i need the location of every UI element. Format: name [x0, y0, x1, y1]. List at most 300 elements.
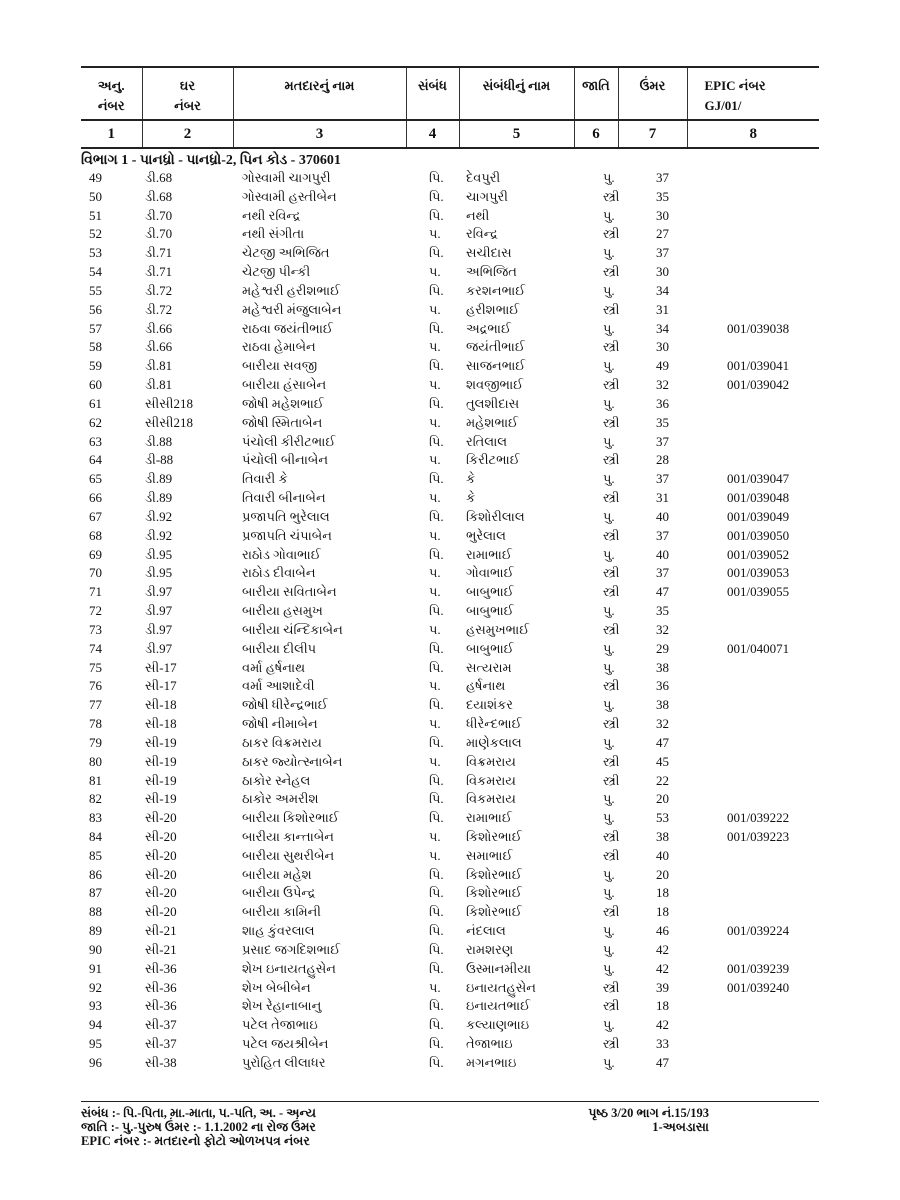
voter-name: શેખ ઇનાયતહુસેન: [242, 960, 336, 976]
relative-name: નથી: [466, 207, 490, 223]
serial-no: 94: [89, 1017, 102, 1033]
epic-no: 001/039052: [727, 546, 790, 562]
sex: સ્ત્રી: [603, 979, 620, 995]
house-no: ડી.89: [145, 490, 173, 506]
voter-name: તિવારી કે: [242, 471, 288, 487]
header-house-line1: ઘર: [179, 78, 196, 93]
relation: પિ.: [429, 734, 444, 750]
house-no: ડી.97: [145, 640, 173, 656]
age: 32: [656, 377, 669, 393]
house-no: ડી.89: [145, 471, 173, 487]
table-row: [81, 659, 819, 678]
voter-name: બારીયા દીલીપ: [242, 640, 317, 656]
table-row: [81, 677, 819, 696]
table-row: [81, 489, 819, 508]
serial-no: 81: [89, 772, 102, 788]
sex: સ્ત્રી: [603, 301, 620, 317]
relation: પિ.: [429, 791, 444, 807]
serial-no: 75: [89, 659, 102, 675]
serial-no: 65: [89, 471, 102, 487]
sex: સ્ત્રી: [603, 264, 620, 280]
house-no: ડી.97: [145, 603, 173, 619]
voter-rows: [81, 169, 819, 1073]
age: 31: [656, 301, 669, 317]
age: 53: [656, 810, 669, 826]
age: 36: [656, 395, 669, 411]
table-row: [81, 1054, 819, 1073]
house-no: સી-17: [145, 678, 177, 694]
serial-no: 54: [89, 264, 102, 280]
table-row: [81, 979, 819, 998]
relative-name: જયંતીભાઈ: [466, 339, 525, 355]
relation: પિ.: [429, 245, 444, 261]
column-number: 6: [574, 120, 618, 148]
sex: પુ.: [603, 245, 615, 261]
age: 35: [656, 414, 669, 430]
table-row: [81, 772, 819, 791]
relative-name: વિકમરાય: [466, 772, 516, 788]
relation: પિ.: [429, 904, 444, 920]
relative-name: માણેકલાલ: [466, 734, 522, 750]
voter-name: ઠાકર વિક્રમરાય: [242, 734, 322, 750]
voter-name: બારીયા હંસાબેન: [242, 377, 327, 393]
serial-no: 91: [89, 960, 102, 976]
header-voter-name: [233, 67, 406, 120]
serial-no: 89: [89, 923, 102, 939]
table-row: [81, 282, 819, 301]
age: 37: [656, 527, 669, 543]
relative-name: હસમુખભાઈ: [466, 621, 530, 637]
header-house-line2: નંબર: [174, 98, 201, 113]
house-no: ડી.88: [145, 433, 173, 449]
age: 28: [656, 452, 669, 468]
house-no: ડી.68: [145, 170, 173, 185]
header-epic-line2: GJ/01/: [704, 98, 742, 113]
header-relative-name: [459, 67, 574, 120]
age: 20: [656, 866, 669, 882]
sex: સ્ત્રી: [603, 377, 620, 393]
house-no: ડી.66: [145, 339, 173, 355]
voter-name: તિવારી બીનાબેન: [242, 490, 326, 506]
table-row: [81, 546, 819, 565]
voter-name: જોષી સ્મિતાબેન: [242, 414, 323, 430]
relation: પિ.: [429, 923, 444, 939]
sex: પુ.: [603, 282, 615, 298]
voter-name: વર્મા આશાદેવી: [242, 678, 315, 694]
relative-name: અભિજિત: [466, 264, 517, 280]
relative-name: ધીરેન્દભાઈ: [466, 716, 522, 732]
voter-name: પ્રસાદ જગદિશભાઈ: [242, 941, 341, 957]
relation: પિ.: [429, 998, 444, 1014]
header-serial-line2: નંબર: [97, 98, 125, 113]
epic-no: 001/039041: [727, 358, 790, 374]
table-row: [81, 301, 819, 320]
house-no: સી-20: [145, 847, 177, 863]
sex: પુ.: [603, 941, 615, 957]
house-no: ડી.95: [145, 546, 173, 562]
relation: પિ.: [429, 866, 444, 882]
epic-no: 001/039048: [727, 490, 790, 506]
house-no: ડી.70: [145, 226, 173, 242]
voter-name: મહેશ્વરી હરીશભાઈ: [242, 282, 341, 298]
table-row: [81, 997, 819, 1016]
voter-name: શેખ બેબીબેન: [242, 979, 311, 995]
voter-name: બારીયા સુથરીબેન: [242, 847, 335, 863]
relation: પિ.: [429, 1054, 444, 1070]
age: 38: [656, 828, 669, 844]
table-row: [81, 583, 819, 602]
age: 18: [656, 885, 669, 901]
serial-no: 63: [89, 433, 102, 449]
sex: પુ.: [603, 810, 615, 826]
table-row: [81, 602, 819, 621]
relative-name: સમાભાઈ: [466, 847, 513, 863]
serial-no: 62: [89, 414, 102, 430]
column-number: 2: [142, 120, 233, 148]
relative-name: રામશરણ: [466, 941, 514, 957]
serial-no: 84: [89, 828, 102, 844]
sex: સ્ત્રી: [603, 847, 620, 863]
relation: પિ.: [429, 358, 444, 374]
voter-name: વર્મા હર્ષનાથ: [242, 659, 306, 675]
sex: સ્ત્રી: [603, 527, 620, 543]
age: 30: [656, 339, 669, 355]
serial-no: 93: [89, 998, 102, 1014]
table-row: [81, 451, 819, 470]
age: 22: [656, 772, 669, 788]
serial-no: 49: [89, 170, 102, 185]
relative-name: અદ્રભાઈ: [466, 320, 512, 336]
house-no: સી-37: [145, 1017, 177, 1033]
page-info: પૃષ્ઠ 3/20 ભાગ નં.15/193: [588, 1106, 709, 1120]
relative-name: હર્ષનાથ: [466, 678, 506, 694]
voter-name: ઠાકોર અમરીશ: [242, 791, 319, 807]
relation: પિ.: [429, 207, 444, 223]
table-row: [81, 715, 819, 734]
house-no: સી-21: [145, 941, 177, 957]
voter-name: બારીયા કિશોરભાઈ: [242, 810, 339, 826]
voter-name: જોષી મહેશભાઈ: [242, 395, 324, 411]
age: 37: [656, 471, 669, 487]
column-number: 5: [459, 120, 574, 148]
relative-name: મગનભાઇ: [466, 1054, 517, 1070]
serial-no: 52: [89, 226, 102, 242]
sex: પુ.: [603, 471, 615, 487]
relative-name: ઇનાયતભાઈ: [466, 998, 531, 1014]
voter-list-page: [81, 66, 819, 1073]
relation: પ.: [429, 753, 441, 769]
relation: પ.: [429, 678, 441, 694]
sex: સ્ત્રી: [603, 753, 620, 769]
relative-name: કિશોરભાઈ: [466, 828, 522, 844]
relation: પ.: [429, 584, 441, 600]
age: 37: [656, 245, 669, 261]
serial-no: 79: [89, 734, 102, 750]
legend-epic: EPIC નંબર :- મતદારનો ફોટો ઓળખપત્ર નંબર: [81, 1134, 310, 1148]
relation: પ.: [429, 621, 441, 637]
table-row: [81, 433, 819, 452]
house-no: સી-19: [145, 753, 177, 769]
table-row: [81, 847, 819, 866]
relative-name: ચાગપુરી: [466, 188, 508, 204]
header-relative-name-label: સંબંધીનું નામ: [482, 78, 551, 93]
relation: પ.: [429, 565, 441, 581]
page-footer: [81, 1101, 819, 1148]
epic-no: 001/039222: [727, 810, 790, 826]
relative-name: દયાશંકર: [466, 697, 514, 713]
footer-line-1: [81, 1106, 819, 1120]
relation: પિ.: [429, 659, 444, 675]
house-no: સી-37: [145, 1036, 177, 1052]
age: 29: [656, 640, 669, 656]
voter-name: બારીયા હસમુખ: [242, 603, 323, 619]
house-no: સી-18: [145, 697, 177, 713]
header-house-no: [142, 67, 233, 120]
relation: પિ.: [429, 941, 444, 957]
epic-no: 001/040071: [727, 640, 790, 656]
table-row: [81, 640, 819, 659]
relative-name: કે: [466, 471, 476, 487]
voter-name: રાઠવા જયંતીભાઈ: [242, 320, 333, 336]
serial-no: 56: [89, 301, 102, 317]
serial-no: 67: [89, 508, 102, 524]
sex: સ્ત્રી: [603, 772, 620, 788]
serial-no: 90: [89, 941, 102, 957]
footer-line-3: [81, 1134, 819, 1148]
serial-no: 78: [89, 716, 102, 732]
house-no: ડી.72: [145, 301, 173, 317]
house-no: ડી.92: [145, 527, 173, 543]
age: 35: [656, 188, 669, 204]
table-row: [81, 903, 819, 922]
epic-no: 001/039055: [727, 584, 790, 600]
sex: સ્ત્રી: [603, 339, 620, 355]
house-no: ડી.97: [145, 621, 173, 637]
header-titles-row: [81, 67, 819, 120]
relative-name: વિક્રમરાય: [466, 753, 516, 769]
house-no: સી-19: [145, 772, 177, 788]
relative-name: કિશોરીલાલ: [466, 508, 525, 524]
epic-no: 001/039049: [727, 508, 790, 524]
age: 47: [656, 734, 669, 750]
sex: પુ.: [603, 170, 615, 185]
header-numbers-row: [81, 120, 819, 148]
table-row: [81, 225, 819, 244]
relation: પ.: [429, 264, 441, 280]
voter-name: મહેશ્વરી મંજુલાબેન: [242, 301, 342, 317]
age: 42: [656, 941, 669, 957]
age: 20: [656, 791, 669, 807]
serial-no: 71: [89, 584, 102, 600]
sex: સ્ત્રી: [603, 414, 620, 430]
sex: સ્ત્રી: [603, 904, 620, 920]
sex: પુ.: [603, 358, 615, 374]
age: 49: [656, 358, 669, 374]
age: 38: [656, 697, 669, 713]
serial-no: 72: [89, 603, 102, 619]
sex: પુ.: [603, 546, 615, 562]
relative-name: તુલશીદાસ: [466, 395, 520, 411]
voter-name: ચેટજી અભિજિત: [242, 245, 330, 261]
serial-no: 60: [89, 377, 102, 393]
house-no: ડી.70: [145, 207, 173, 223]
relation: પિ.: [429, 1017, 444, 1033]
house-no: સીસી218: [145, 414, 193, 430]
relation: પિ.: [429, 885, 444, 901]
age: 42: [656, 960, 669, 976]
house-no: સી-38: [145, 1054, 177, 1070]
relation: પિ.: [429, 640, 444, 656]
house-no: ડી.66: [145, 320, 173, 336]
house-no: ડી.68: [145, 188, 173, 204]
house-no: સી-20: [145, 904, 177, 920]
house-no: સી-20: [145, 810, 177, 826]
sex: પુ.: [603, 1017, 615, 1033]
serial-no: 95: [89, 1036, 102, 1052]
voter-name: પટેલ તેજાભાઇ: [242, 1017, 318, 1033]
epic-no: 001/039240: [727, 979, 790, 995]
serial-no: 55: [89, 282, 102, 298]
voter-name: બારીયા ચંન્દિકાબેન: [242, 621, 343, 637]
age: 37: [656, 565, 669, 581]
header-epic-no: [687, 67, 819, 120]
sex: સ્ત્રી: [603, 226, 620, 242]
age: 34: [656, 320, 669, 336]
table-row: [81, 470, 819, 489]
relation: પિ.: [429, 603, 444, 619]
house-no: ડી.71: [145, 264, 173, 280]
voter-name: રાઠોડ ગોવાભાઈ: [242, 546, 321, 562]
table-row: [81, 1035, 819, 1054]
voter-name: બારીયા સવિતાબેન: [242, 584, 337, 600]
relative-name: કે: [466, 490, 476, 506]
house-no: સી-19: [145, 791, 177, 807]
table-row: [81, 696, 819, 715]
serial-no: 83: [89, 810, 102, 826]
table-row: [81, 941, 819, 960]
house-no: ડી.81: [145, 358, 173, 374]
voter-name: બારીયા કાન્તાબેન: [242, 828, 334, 844]
sex: પુ.: [603, 659, 615, 675]
relative-name: કલ્યાણભાઇ: [466, 1017, 530, 1033]
relative-name: ઉસ્માનમીયા: [466, 960, 532, 976]
serial-no: 87: [89, 885, 102, 901]
table-row: [81, 884, 819, 903]
relative-name: કિશોરભાઈ: [466, 866, 522, 882]
relation: પ.: [429, 377, 441, 393]
age: 30: [656, 207, 669, 223]
relative-name: સચીદાસ: [466, 245, 512, 261]
house-no: સીસી218: [145, 395, 193, 411]
epic-no: 001/039223: [727, 828, 790, 844]
sex: સ્ત્રી: [603, 621, 620, 637]
serial-no: 92: [89, 979, 102, 995]
serial-no: 69: [89, 546, 102, 562]
table-row: [81, 169, 819, 188]
age: 37: [656, 433, 669, 449]
sex: પુ.: [603, 207, 615, 223]
sex: સ્ત્રી: [603, 188, 620, 204]
table-row: [81, 960, 819, 979]
table-row: [81, 207, 819, 226]
table-row: [81, 338, 819, 357]
age: 40: [656, 546, 669, 562]
voter-name: રાઠોડ દીવાબેન: [242, 565, 316, 581]
relation: પિ.: [429, 433, 444, 449]
serial-no: 80: [89, 753, 102, 769]
table-row: [81, 263, 819, 282]
header-sex: [574, 67, 618, 120]
table-row: [81, 527, 819, 546]
relative-name: કિરીટભાઈ: [466, 452, 520, 468]
table-row: [81, 790, 819, 809]
relation: પ.: [429, 339, 441, 355]
relation: પિ.: [429, 320, 444, 336]
relative-name: બાબુભાઈ: [466, 584, 514, 600]
age: 40: [656, 508, 669, 524]
house-no: ડી.71: [145, 245, 173, 261]
epic-no: 001/039047: [727, 471, 790, 487]
serial-no: 61: [89, 395, 102, 411]
epic-no: 001/039053: [727, 565, 790, 581]
voter-name: જોષી નીમાબેન: [242, 716, 318, 732]
header-serial-no: [81, 67, 142, 120]
table-header: [81, 66, 819, 149]
age: 35: [656, 603, 669, 619]
house-no: ડી.97: [145, 584, 173, 600]
sex: પુ.: [603, 885, 615, 901]
serial-no: 85: [89, 847, 102, 863]
voter-name: પ્રજાપતિ ચંપાબેન: [242, 527, 332, 543]
house-no: સી-20: [145, 885, 177, 901]
age: 27: [656, 226, 669, 242]
sex: પુ.: [603, 923, 615, 939]
sex: સ્ત્રી: [603, 490, 620, 506]
serial-no: 73: [89, 621, 102, 637]
serial-no: 51: [89, 207, 102, 223]
voter-name: બારીયા ઉપેન્દ્ર: [242, 885, 316, 901]
voter-name: પંચોલી કીરીટભાઈ: [242, 433, 336, 449]
serial-no: 82: [89, 791, 102, 807]
sex: પુ.: [603, 960, 615, 976]
relation: પ.: [429, 414, 441, 430]
relation: પિ.: [429, 697, 444, 713]
age: 42: [656, 1017, 669, 1033]
column-number: 8: [687, 120, 819, 148]
relation: પ.: [429, 716, 441, 732]
house-no: સી-17: [145, 659, 177, 675]
sex: પુ.: [603, 734, 615, 750]
relative-name: કરશનભાઈ: [466, 282, 526, 298]
serial-no: 76: [89, 678, 102, 694]
table-row: [81, 244, 819, 263]
relation: પ.: [429, 979, 441, 995]
age: 36: [656, 678, 669, 694]
relative-name: રતિલાલ: [466, 433, 508, 449]
header-voter-name-label: મતદારનું નામ: [284, 78, 355, 93]
relation: પિ.: [429, 810, 444, 826]
voter-name: પ્રજાપતિ ભુરેલાલ: [242, 508, 330, 524]
serial-no: 88: [89, 904, 102, 920]
age: 39: [656, 979, 669, 995]
house-no: સી-21: [145, 923, 177, 939]
sex: પુ.: [603, 697, 615, 713]
age: 31: [656, 490, 669, 506]
house-no: ડી.92: [145, 508, 173, 524]
table-row: [81, 734, 819, 753]
serial-no: 77: [89, 697, 102, 713]
relation: પિ.: [429, 170, 444, 185]
